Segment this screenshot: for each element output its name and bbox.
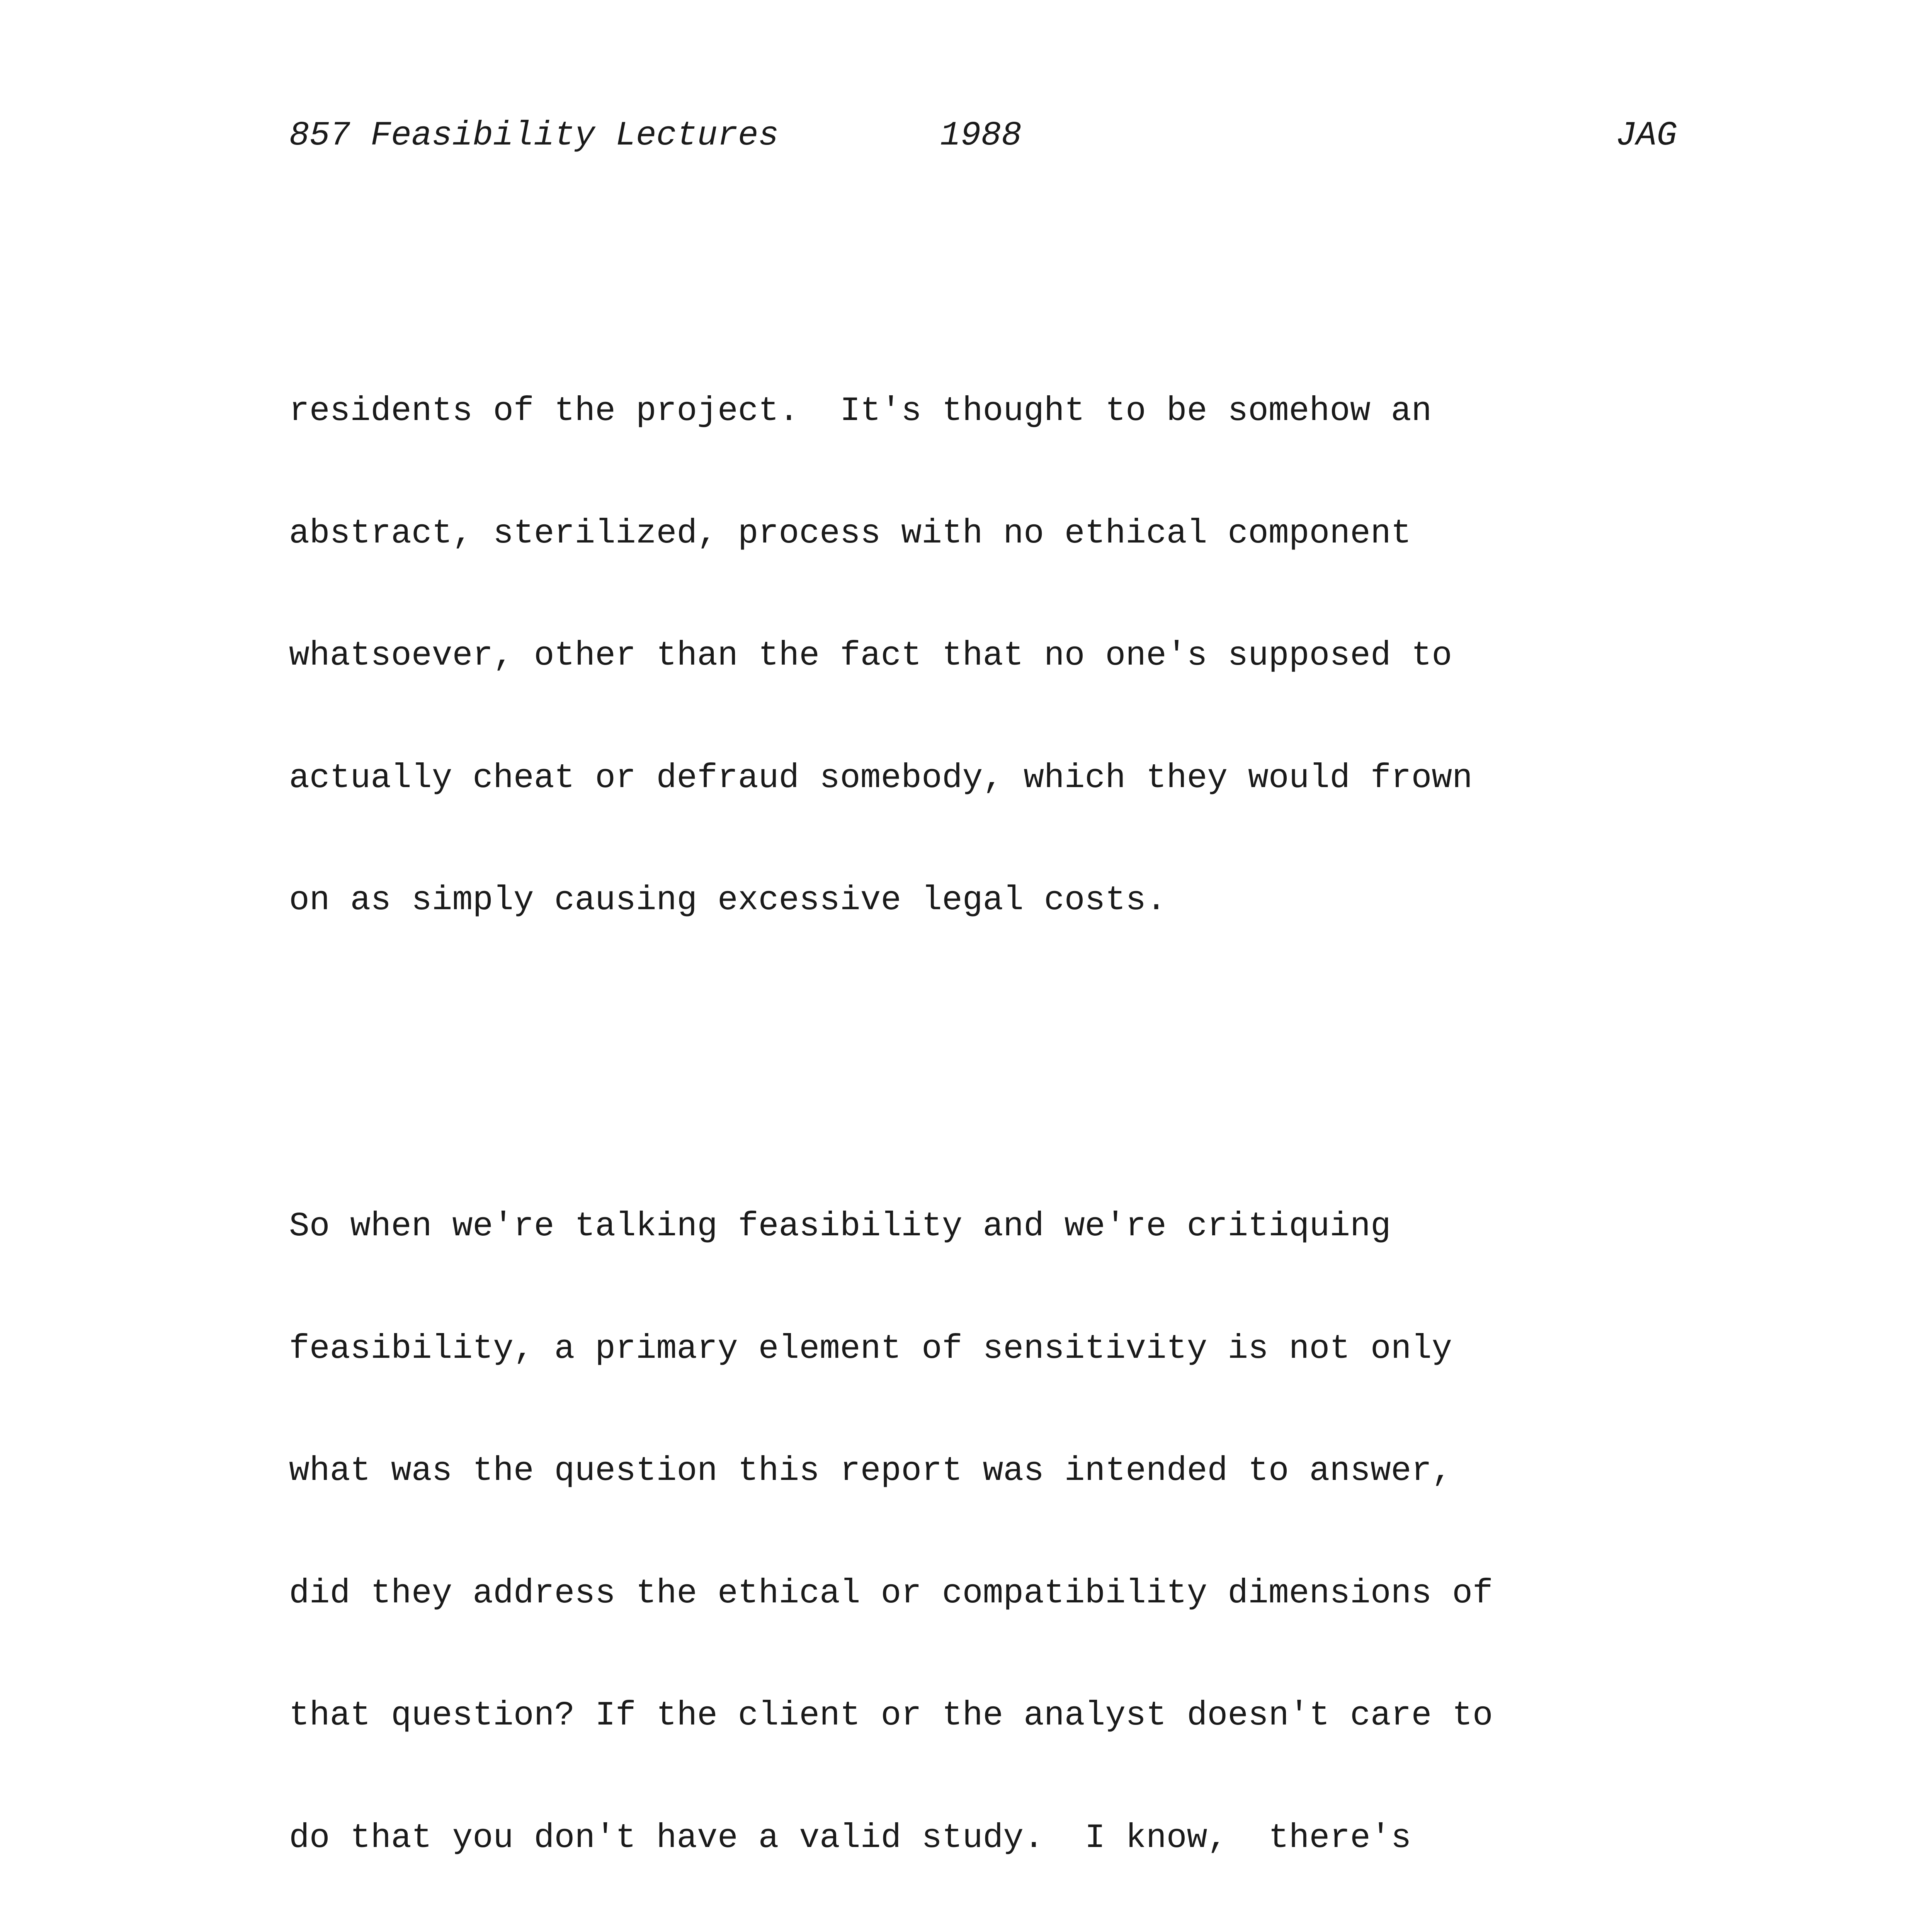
text-line: residents of the project. It's thought to be somehow an: [289, 392, 1432, 430]
text-line: that question? If the client or the analyst doesn't care to: [289, 1697, 1493, 1735]
text-line: actually cheat or defraud somebody, which they would frown: [289, 759, 1473, 798]
text-line: did they address the ethical or compatibility dimensions of: [289, 1574, 1493, 1613]
header-year: 1988: [940, 117, 1022, 155]
text-line: So when we're talking feasibility and we're critiquing: [289, 1208, 1391, 1246]
text-line: abstract, sterilized, process with no ethical component: [289, 514, 1412, 553]
text-line: feasibility, a primary element of sensitivity is not only: [289, 1330, 1452, 1368]
header-initials: JAG: [1616, 117, 1677, 155]
text-line: on as simply causing excessive legal costs.: [289, 881, 1167, 920]
text-line: what was the question this report was intended to answer,: [289, 1452, 1452, 1490]
running-header: [289, 113, 1677, 159]
paragraph-1: [289, 310, 1696, 1003]
text-line: whatsoever, other than the fact that no one's supposed to: [289, 637, 1452, 675]
paragraph-2: [289, 1125, 1696, 1932]
header-title: 857 Feasibility Lectures: [289, 117, 779, 155]
text-line: do that you don't have a valid study. I know, there's: [289, 1819, 1412, 1857]
body-text: [289, 228, 1696, 1932]
